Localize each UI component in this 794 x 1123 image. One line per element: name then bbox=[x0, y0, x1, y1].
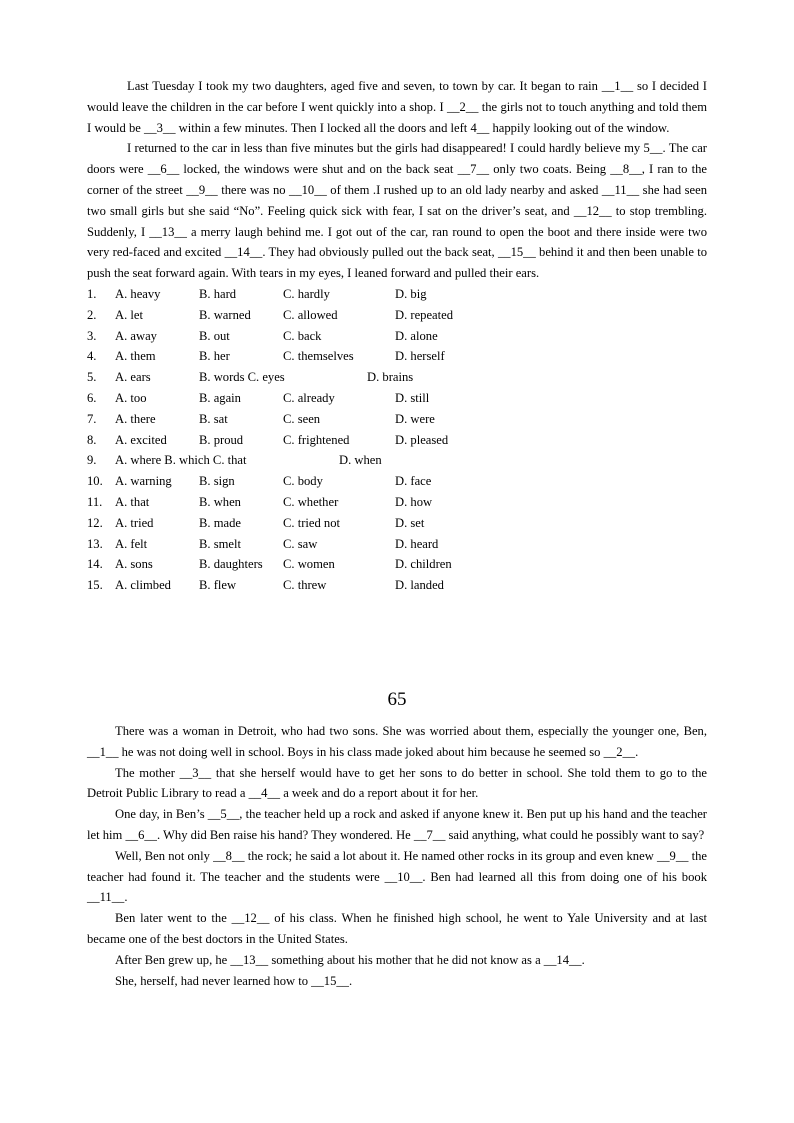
option-c: C. whether bbox=[283, 494, 339, 509]
option-c: C. body bbox=[283, 474, 323, 489]
option-d: D. still bbox=[395, 390, 430, 405]
option-d: D. heard bbox=[395, 536, 439, 551]
option-c: C. tried not bbox=[283, 515, 341, 530]
option-number: 8. bbox=[87, 432, 97, 447]
option-row-10 bbox=[87, 471, 707, 492]
option-number: 3. bbox=[87, 328, 97, 343]
option-b: B. sign bbox=[199, 474, 235, 489]
option-d: D. big bbox=[395, 286, 427, 301]
option-a: A. let bbox=[115, 307, 143, 322]
option-row-12 bbox=[87, 513, 707, 534]
passage-1 bbox=[87, 76, 707, 596]
option-b: B. when bbox=[199, 494, 241, 509]
page-number: 65 bbox=[387, 689, 407, 710]
option-row-3 bbox=[87, 326, 707, 347]
option-c: C. back bbox=[283, 328, 322, 343]
passage-2-paragraph-3: One day, in Ben’s __5__, the teacher held up a rock and asked if anyone knew it. Ben put up his hand and the teacher let him __6__. Why did Ben raise his hand? They wondered. He __7__ said anything, what could he possibly want to say? bbox=[87, 807, 707, 842]
option-d: D. children bbox=[395, 557, 452, 572]
option-a: A. climbed bbox=[115, 578, 171, 593]
option-c: C. women bbox=[283, 557, 335, 572]
option-a: A. tried bbox=[115, 515, 154, 530]
option-c: C. already bbox=[283, 390, 335, 405]
option-c: C. threw bbox=[283, 578, 327, 593]
option-row-7 bbox=[87, 409, 707, 430]
option-row-11 bbox=[87, 492, 707, 513]
option-d: D. set bbox=[395, 515, 425, 530]
option-c: C. themselves bbox=[283, 349, 354, 364]
option-a: A. too bbox=[115, 390, 147, 405]
option-d: D. herself bbox=[395, 349, 445, 364]
option-d: D. brains bbox=[367, 370, 414, 385]
option-row-1 bbox=[87, 284, 707, 305]
option-row-15 bbox=[87, 575, 707, 596]
option-row-5 bbox=[87, 367, 707, 388]
passage-2-paragraph-6: After Ben grew up, he __13__ something about his mother that he did not know as a __14__. bbox=[115, 952, 585, 967]
option-a: A. where B. which C. that bbox=[115, 453, 247, 468]
option-a: A. excited bbox=[115, 432, 167, 447]
option-number: 4. bbox=[87, 349, 97, 364]
option-a: A. that bbox=[115, 494, 150, 509]
option-b: B. out bbox=[199, 328, 230, 343]
option-d: D. when bbox=[339, 453, 382, 468]
option-c: C. seen bbox=[283, 411, 321, 426]
passage-1-paragraph-2: I returned to the car in less than five minutes but the girls had disappeared! I could hardly believe my 5__. The car doors were __6__ locked, the windows were shut and on the back seat __7__ only two coats. Being __8__, I ran to the corner of the street __9__ there was no __10__ of them .I rushed up to an old lady nearby and asked __11__ she had seen two small girls but she said “No”. Feeling quick sick with fear, I sat on the driver’s seat, and __12__ to stop trembling. Suddenly, I __13__ a merry laugh behind me. I got out of the car, ran round to open the boot and there inside were two very red-faced and excited __14__. They had obviously pulled out the back seat, __15__ behind it and then been unable to push the seat forward again. With tears in my eyes, I leaned forward and pulled their ears. bbox=[87, 141, 707, 281]
option-number: 10. bbox=[87, 474, 103, 489]
option-number: 14. bbox=[87, 557, 103, 572]
option-c: C. hardly bbox=[283, 286, 330, 301]
option-b: B. hard bbox=[199, 286, 237, 301]
option-number: 12. bbox=[87, 515, 103, 530]
option-row-2 bbox=[87, 305, 707, 326]
option-b: B. made bbox=[199, 515, 241, 530]
option-number: 1. bbox=[87, 286, 97, 301]
passage-2-paragraph-2: The mother __3__ that she herself would have to get her sons to do better in school. She told them to go to the Detroit Public Library to read a __4__ a week and do a report about it for her. bbox=[87, 765, 707, 801]
option-a: A. sons bbox=[115, 557, 153, 572]
option-row-4 bbox=[87, 346, 707, 367]
option-a: A. heavy bbox=[115, 286, 161, 301]
option-b: B. daughters bbox=[199, 557, 263, 572]
option-a: A. there bbox=[115, 411, 156, 426]
passage-2-paragraph-7: She, herself, had never learned how to __15__. bbox=[115, 973, 353, 988]
option-row-14 bbox=[87, 554, 707, 575]
option-b: B. sat bbox=[199, 411, 228, 426]
passage-1-paragraph-1: Last Tuesday I took my two daughters, aged five and seven, to town by car. It began to rain __1__ so I decided I would leave the children in the car before I went quickly into a shop. I __2__ the girls not to touch anything and told them I would be __3__ within a few minutes. Then I locked all the doors and left 4__ happily looking out of the window. bbox=[87, 79, 707, 135]
option-d: D. face bbox=[395, 474, 432, 489]
option-number: 5. bbox=[87, 370, 97, 385]
passage-2 bbox=[87, 721, 707, 991]
option-row-9 bbox=[87, 450, 707, 471]
option-b: B. flew bbox=[199, 578, 237, 593]
option-row-13 bbox=[87, 534, 707, 555]
option-row-8 bbox=[87, 430, 707, 451]
option-number: 2. bbox=[87, 307, 97, 322]
option-b: B. again bbox=[199, 390, 241, 405]
option-number: 13. bbox=[87, 536, 103, 551]
option-number: 7. bbox=[87, 411, 97, 426]
option-number: 11. bbox=[87, 494, 103, 509]
option-number: 6. bbox=[87, 390, 97, 405]
option-d: D. alone bbox=[395, 328, 438, 343]
passage-2-paragraph-5: Ben later went to the __12__ of his class. When he finished high school, he went to Yale University and at last became one of the best doctors in the United States. bbox=[87, 911, 707, 946]
option-a: A. ears bbox=[115, 370, 151, 385]
option-c: C. saw bbox=[283, 536, 318, 551]
option-a: A. them bbox=[115, 349, 156, 364]
option-b: B. smelt bbox=[199, 536, 241, 551]
option-d: D. how bbox=[395, 494, 433, 509]
option-number: 15. bbox=[87, 578, 103, 593]
option-b: B. warned bbox=[199, 307, 251, 322]
option-b: B. words C. eyes bbox=[199, 370, 285, 385]
option-row-6 bbox=[87, 388, 707, 409]
option-d: D. pleased bbox=[395, 432, 449, 447]
option-d: D. were bbox=[395, 411, 435, 426]
option-b: B. her bbox=[199, 349, 230, 364]
option-c: C. allowed bbox=[283, 307, 338, 322]
option-b: B. proud bbox=[199, 432, 244, 447]
option-a: A. felt bbox=[115, 536, 148, 551]
option-c: C. frightened bbox=[283, 432, 350, 447]
option-d: D. repeated bbox=[395, 307, 454, 322]
passage-2-paragraph-1: There was a woman in Detroit, who had two sons. She was worried about them, especially the younger one, Ben, __1__ he was not doing well in school. Boys in his class made joked about him because he seemed so __2__. bbox=[87, 724, 707, 759]
option-d: D. landed bbox=[395, 578, 444, 593]
option-number: 9. bbox=[87, 453, 97, 468]
passage-2-paragraph-4: Well, Ben not only __8__ the rock; he said a lot about it. He named other rocks in its group and even knew __9__ the teacher had found it. The teacher and the students were __10__. Ben had learned all this from doing one of his book __11__. bbox=[87, 848, 707, 905]
option-a: A. warning bbox=[115, 474, 172, 489]
options-list bbox=[87, 284, 707, 596]
option-a: A. away bbox=[115, 328, 157, 343]
